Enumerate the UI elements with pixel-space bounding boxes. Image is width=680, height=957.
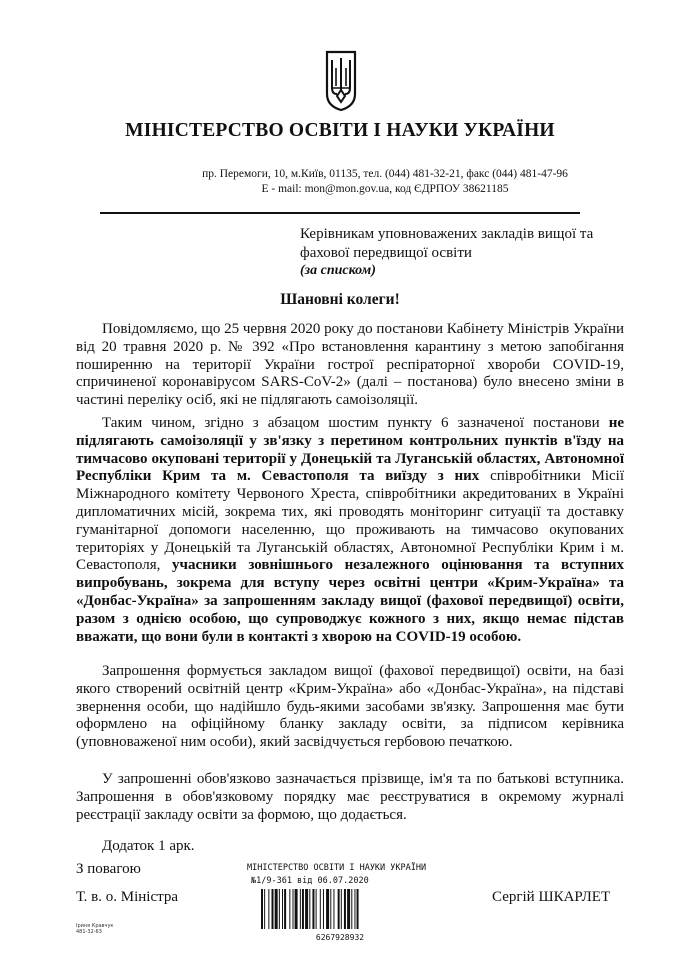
body-paragraph	[76, 415, 624, 646]
barcode-bar	[261, 889, 263, 929]
barcode-bar	[354, 889, 355, 929]
barcode-bar	[272, 889, 274, 929]
barcode-bar	[316, 889, 317, 929]
barcode-bar	[312, 889, 314, 929]
barcode-number: 6267928932	[315, 933, 365, 942]
recipient-line: фахової передвищої освіти	[300, 245, 472, 261]
barcode-bar	[300, 889, 301, 929]
address-line: пр. Перемоги, 10, м.Київ, 01135, тел. (044) 481-32-21, факс (044) 481-47-96	[202, 168, 568, 180]
barcode-bar	[302, 889, 304, 929]
body-paragraph: У запрошенні обов'язково зазначається прізвище, ім'я та по батькові вступника. Запрошення в обов'язковому порядку має реєструватися в окремому журналі реєстрації закладу освіти за формою, що додається.	[76, 771, 624, 823]
header-divider	[100, 212, 580, 214]
recipient-list-note: (за списком)	[300, 263, 376, 278]
stamp-registration: №1/9-361 від 06.07.2020	[251, 876, 369, 886]
regards-text: З повагою	[76, 861, 141, 877]
paragraph-text: Таким чином, згідно з абзацом шостим пункту 6 зазначеної постанови	[102, 415, 609, 431]
barcode-bar	[333, 889, 334, 929]
barcode-bar	[347, 889, 350, 929]
barcode-bar	[341, 889, 342, 929]
barcode	[261, 889, 421, 929]
signer-name: Сергій ШКАРЛЕТ	[492, 889, 611, 905]
barcode-bar	[289, 889, 290, 929]
trident-emblem-icon	[324, 50, 358, 112]
barcode-bar	[264, 889, 265, 929]
barcode-bar	[282, 889, 283, 929]
barcode-bar	[351, 889, 352, 929]
barcode-bar	[320, 889, 321, 929]
signer-position: Т. в. о. Міністра	[76, 889, 178, 905]
barcode-bar	[338, 889, 340, 929]
barcode-bar	[344, 889, 346, 929]
registration-stamp	[247, 863, 433, 945]
paragraph-emphasis: учасники зовнішнього незалежного оцінювання та вступних випробувань, зокрема для вступу через освітні центри «Крим-Україна» та «Донбас-Україна» за запрошенням закладу вищої (фахової передвищої) освіти, разом з однією особою, що супроводжує кожного з них, якщо немає підстав вважати, що вони були в контакті з хворою на COVID-19 особою.	[76, 557, 624, 645]
barcode-bar	[309, 889, 310, 929]
executor-note	[76, 923, 113, 935]
email-line: E - mail: mon@mon.gov.ua, код ЄДРПОУ 38621185	[261, 183, 509, 195]
barcode-bar	[323, 889, 324, 929]
greeting: Шановні колеги!	[280, 291, 400, 308]
barcode-bar	[357, 889, 359, 929]
stamp-header: МІНІСТЕРСТВО ОСВІТИ І НАУКИ УКРАЇНИ	[247, 863, 427, 873]
paragraph-text: співробітники Місії Міжнародного комітету Червоного Хреста, співробітники акредитованих в Україні дипломатичних місій, зокрема тих, які проводять моніторинг ситуації та доставку гуманітарної допомоги населенню, що проживають на тимчасово окупованих територіях у Донецькій та Луганській областях, Автономної Республіки Крим і м. Севастополя,	[76, 468, 624, 574]
barcode-bar	[275, 889, 278, 929]
barcode-bar	[268, 889, 269, 929]
barcode-bar	[326, 889, 329, 929]
ministry-name: МІНІСТЕРСТВО ОСВІТИ І НАУКИ УКРАЇНИ	[125, 120, 555, 141]
body-paragraph: Запрошення формується закладом вищої (фахової передвищої) освіти, на базі якого створений освітній центр «Крим-Україна» або «Донбас-Україна», на підставі звернення особи, що надійшло будь-якими засобами зв'язку. Запрошення має бути оформлено на офіційному бланку закладу освіти, за підписом керівника (уповноваженої ним особи), який засвідчується гербовою печаткою.	[76, 663, 624, 751]
barcode-bar	[330, 889, 331, 929]
paragraph-emphasis: не підлягають самоізоляції у зв'язку з перетином контрольних пунктів в'їзду на тимчасово окуповані території у Донецькій та Луганській областях, Автономної Республіки Крим та м. Севастополя та виїзду з них	[76, 415, 624, 485]
barcode-bar	[295, 889, 298, 929]
executor-phone: 481-32-63	[76, 929, 102, 935]
attachment-note: Додаток 1 арк.	[102, 838, 195, 854]
body-paragraph: Повідомляємо, що 25 червня 2020 року до постанови Кабінету Міністрів України від 20 травня 2020 р. № 392 «Про встановлення карантину з метою запобігання поширенню на території України гострої респіраторної хвороби COVID-19, спричиненої коронавірусом SARS-CoV-2» (далі – постанова) було внесено зміни в частині переліку осіб, які не підлягають самоізоляції.	[76, 321, 624, 409]
recipient-line: Керівникам уповноважених закладів вищої та	[300, 226, 594, 242]
barcode-bar	[293, 889, 294, 929]
executor-name: Іриня Кравчук	[76, 923, 114, 929]
barcode-bar	[284, 889, 286, 929]
barcode-bar	[279, 889, 280, 929]
barcode-bar	[305, 889, 308, 929]
